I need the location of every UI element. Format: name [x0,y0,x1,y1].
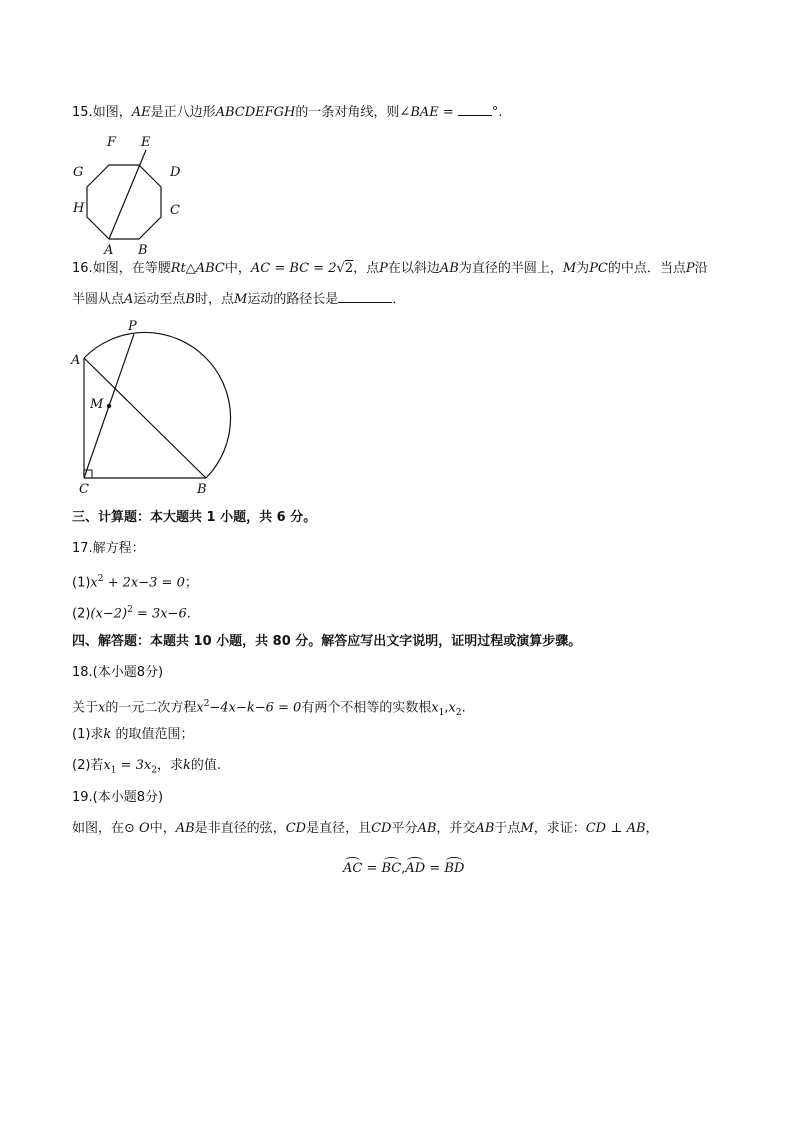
label-E: E [141,135,151,150]
label-A: A [104,243,114,258]
label-C: C [79,482,89,497]
q16-text-line1: 16.如图，在等腰Rt△ABC中，AC = BC = 2√2，点P在以斜边AB为直径的半圆上，M为PC的中点．当点P沿 [72,261,708,276]
q18-part1: (1)求k 的取值范围； [72,727,194,742]
section-3-heading: 三、计算题：本大题共 1 小题，共 6 分。 [72,510,317,525]
section-4-heading: 四、解答题：本题共 10 小题，共 80 分。解答应写出文字说明，证明过程或演算步骤。 [72,634,582,649]
q18-text: 关于x的一元二次方程$x^2-4x-k-6 = 0$有两个不相等的实数根$x_1,x_2$. [72,699,466,718]
arc-BC: BC [381,861,402,876]
label-B: B [197,482,207,497]
diagonal-AE [109,150,146,239]
arc-BD: BD [444,861,465,876]
label-C: C [170,203,180,218]
semicircle-figure [70,318,250,498]
point-M [107,404,111,408]
label-F: F [107,135,117,150]
hypotenuse-AB [84,358,206,478]
q19-title: 19.(本小题8分) [72,790,164,805]
q18-part2: (2)若$x_1 = 3x_2$，求k的值. [72,758,222,776]
q17-title: 17.解方程： [72,541,145,556]
label-G: G [73,165,84,180]
q19-arc-equation: AC = BC,AD = BD [343,861,465,876]
semicircle-arc [84,332,231,478]
q18-title: 18.(本小题8分) [72,665,164,680]
answer-blank[interactable] [458,103,492,116]
octagon-figure [66,130,196,258]
label-M: M [90,397,104,412]
label-B: B [138,243,148,258]
label-D: D [170,165,181,180]
label-H: H [73,201,85,216]
q16-text-line2: 半圆从点A运动至点B时，点M运动的路径长是 ． [72,292,406,307]
q15-number: 15. [72,105,93,120]
label-A: A [71,353,81,368]
arc-AC: AC [343,861,363,876]
q17-part2: $(2)(x-2)^2 = 3x-6$. [72,605,191,622]
sqrt-symbol: √2 [336,261,354,276]
q17-part1: $(1)x^2 + 2x-3 = 0$； [72,574,198,591]
arc-AD: AD [405,861,426,876]
label-P: P [128,319,137,334]
q15-text: 15.如图，AE是正八边形ABCDEFGH的一条对角线，则∠BAE = °. [72,105,503,120]
answer-blank[interactable] [338,290,392,303]
q19-text: 如图，在⊙ O中，AB是非直径的弦，CD是直径，且CD平分AB，并交AB于点M，求证：CD ⊥ AB， [72,821,659,836]
